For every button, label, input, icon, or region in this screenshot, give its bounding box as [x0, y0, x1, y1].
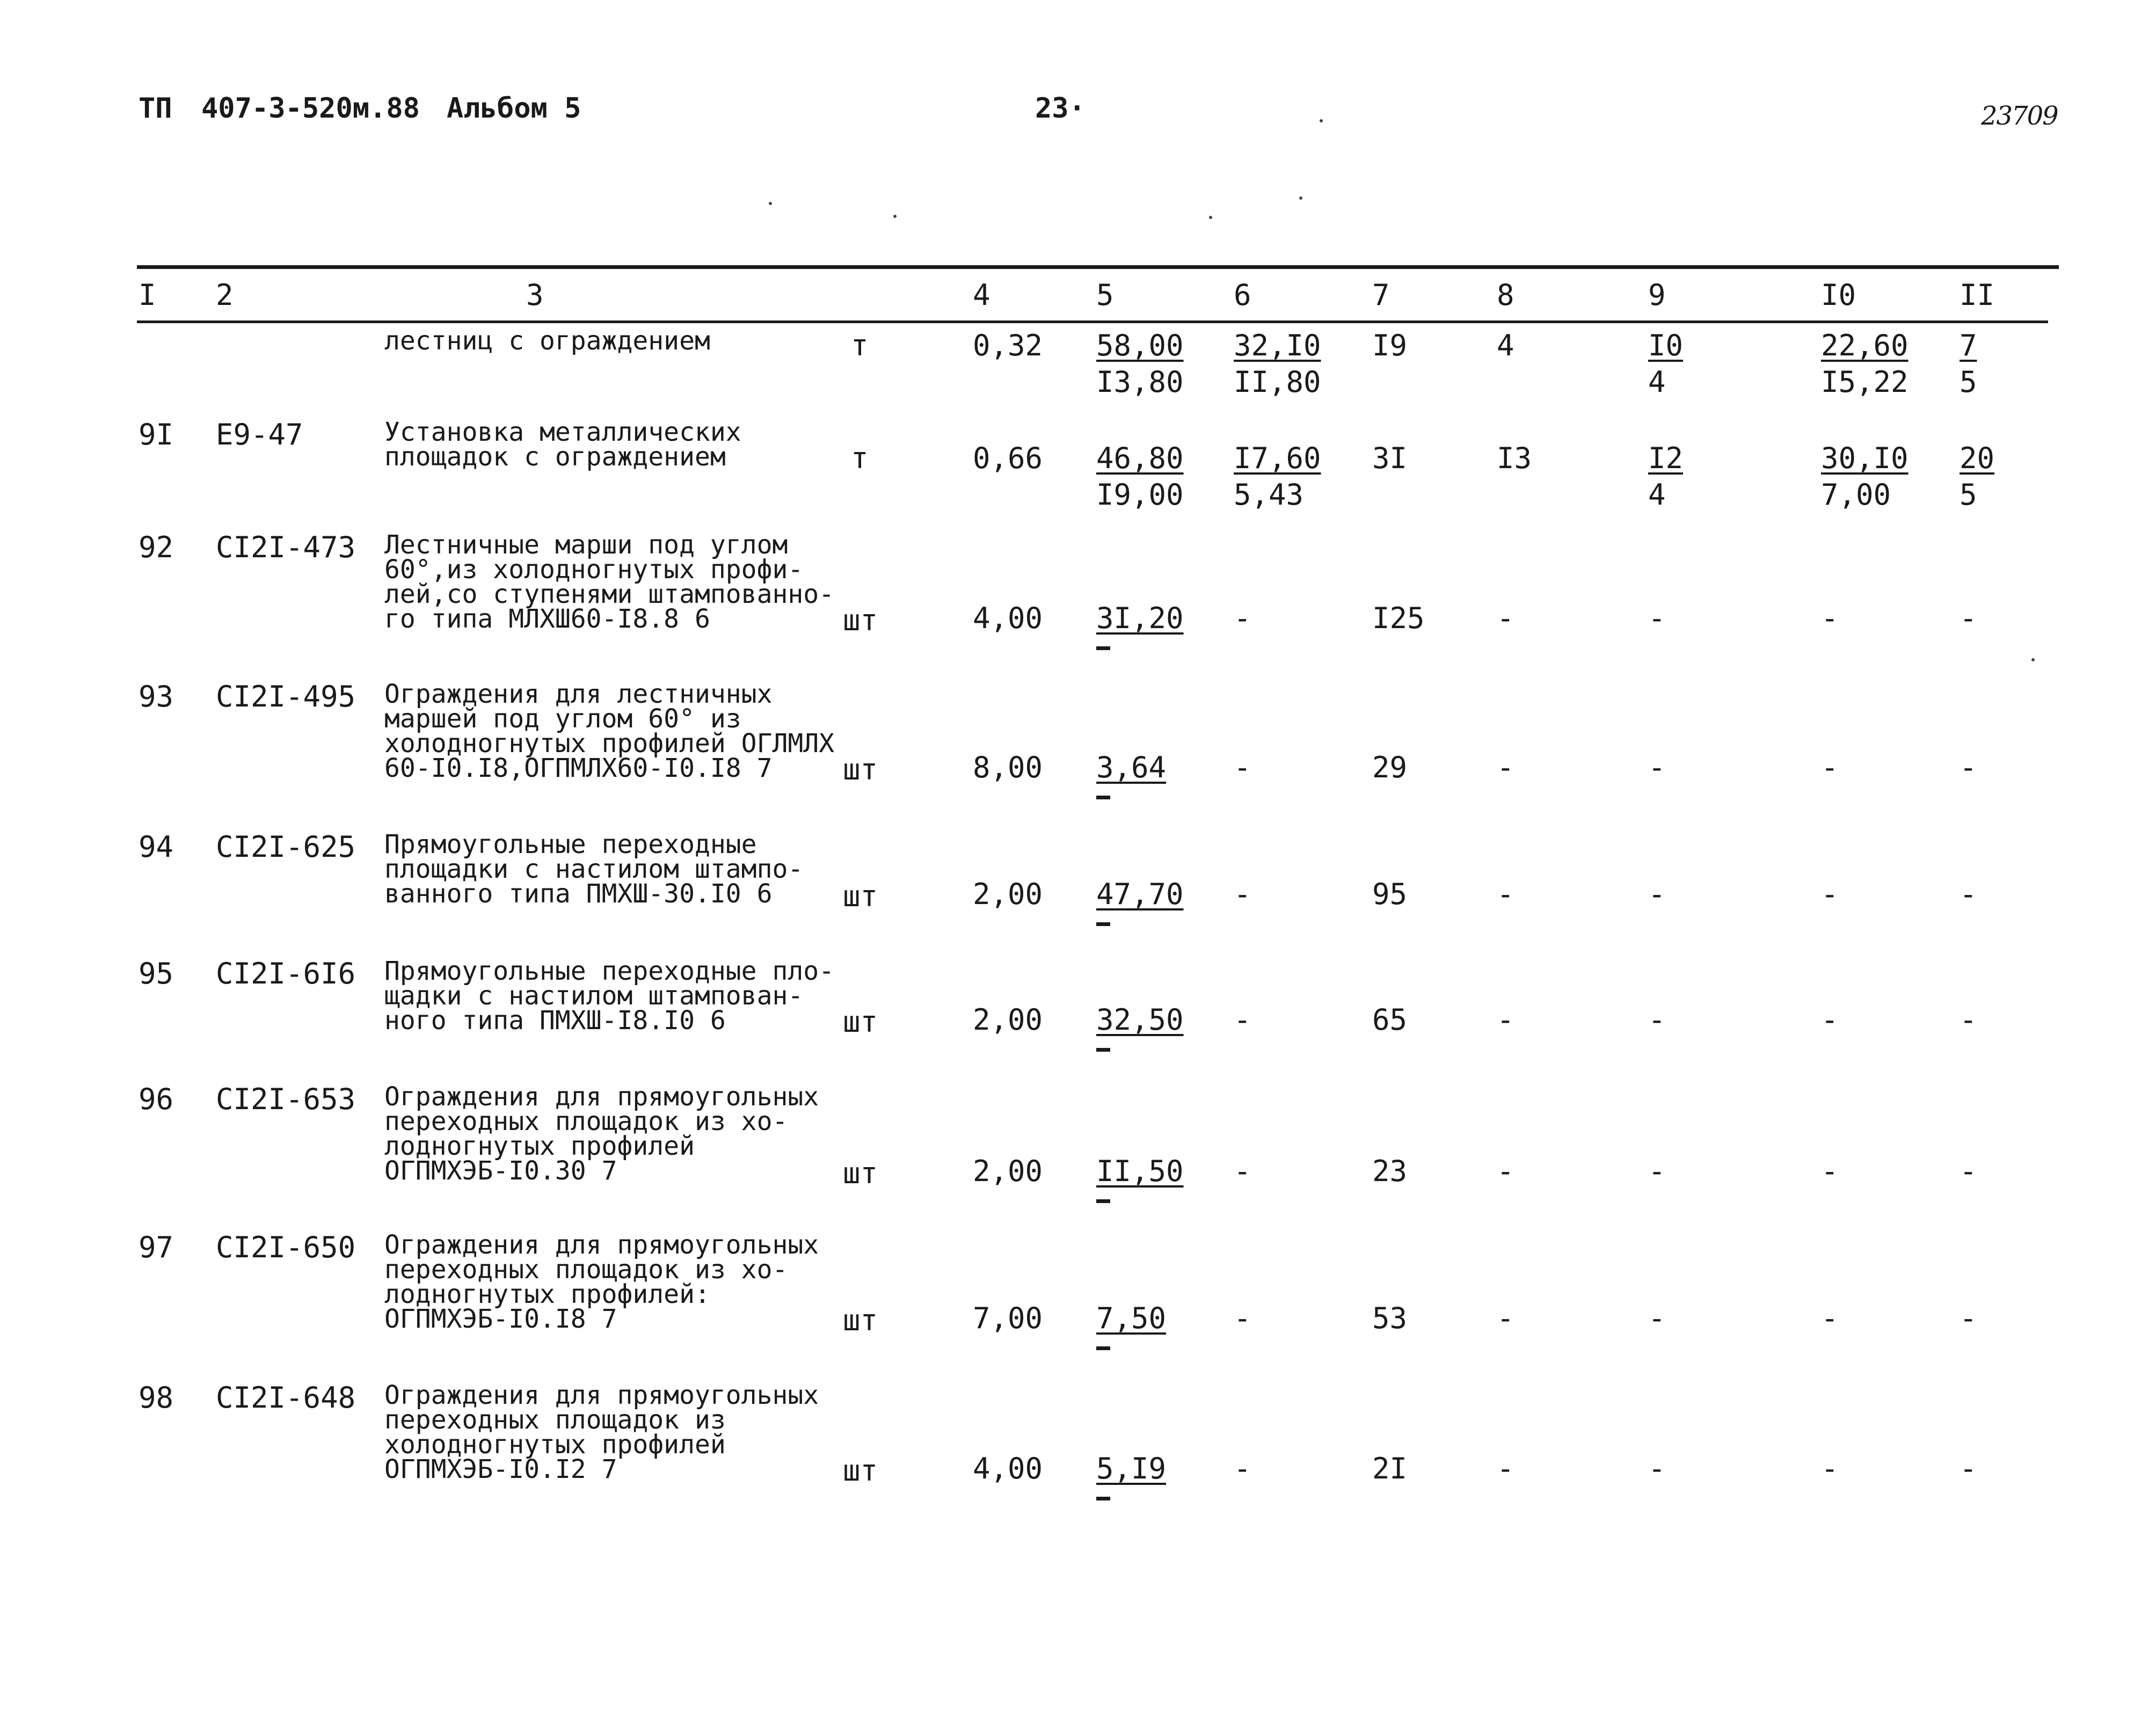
- col7-value: 95: [1372, 877, 1408, 911]
- col6-sub-value: II,80: [1234, 365, 1321, 399]
- row-number: 94: [139, 830, 174, 864]
- norm-code: Е9-47: [216, 418, 303, 451]
- col6-value: 32,I0: [1234, 329, 1321, 362]
- col11-value: 7: [1960, 329, 1977, 362]
- col8-value: -: [1497, 1301, 1514, 1335]
- col9-value: -: [1648, 1154, 1666, 1188]
- quantity: 4,00: [973, 1452, 1043, 1485]
- unit: т: [851, 329, 869, 362]
- col10-value: -: [1821, 751, 1839, 784]
- quantity: 2,00: [973, 877, 1043, 911]
- col8-value: -: [1497, 877, 1514, 911]
- col7-value: 65: [1372, 1003, 1408, 1037]
- norm-code: СI2I-653: [216, 1082, 356, 1116]
- norm-code: СI2I-495: [216, 680, 356, 713]
- underline-tick: [1096, 922, 1110, 926]
- col5-value: 3I,20: [1096, 601, 1184, 635]
- col11-value: -: [1960, 751, 1977, 784]
- header-bottom-rule: [137, 320, 2048, 323]
- col9-value: -: [1648, 751, 1666, 784]
- col5-value: 3,64: [1096, 751, 1167, 784]
- col6-value: -: [1234, 877, 1251, 911]
- column-header: 6: [1234, 278, 1251, 312]
- quantity: 7,00: [973, 1301, 1043, 1335]
- col5-value: 58,00: [1096, 329, 1184, 362]
- doc-code: ТП: [139, 92, 172, 125]
- scan-speck: [1209, 216, 1212, 219]
- col10-sub-value: I5,22: [1821, 365, 1909, 399]
- quantity: 2,00: [973, 1154, 1043, 1188]
- quantity: 2,00: [973, 1003, 1043, 1037]
- col5-value: 32,50: [1096, 1003, 1184, 1037]
- col8-value: 4: [1497, 329, 1514, 362]
- column-header: 7: [1372, 278, 1390, 312]
- col6-value: I7,60: [1234, 441, 1321, 475]
- col11-value: -: [1960, 1003, 1977, 1037]
- col11-value: -: [1960, 601, 1977, 635]
- column-header: 5: [1096, 278, 1114, 312]
- col9-value: -: [1648, 601, 1666, 635]
- col5-value: 5,I9: [1096, 1452, 1167, 1485]
- col9-value: I2: [1648, 441, 1684, 475]
- col11-sub-value: 5: [1960, 478, 1977, 512]
- work-description: Прямоугольные переходные пло- щадки с настилом штампован- ного типа ПМХШ-I8.I0 6: [384, 956, 835, 1036]
- row-number: 96: [139, 1082, 174, 1116]
- col10-sub-value: 7,00: [1821, 478, 1891, 512]
- col11-value: 20: [1960, 441, 1995, 475]
- column-header: 8: [1497, 278, 1514, 312]
- scan-speck: [893, 215, 897, 218]
- quantity: 0,32: [973, 329, 1043, 362]
- col8-value: -: [1497, 1452, 1514, 1485]
- col10-value: -: [1821, 1301, 1839, 1335]
- col6-value: -: [1234, 601, 1251, 635]
- column-header: 9: [1648, 278, 1666, 312]
- unit: шт: [843, 879, 878, 913]
- norm-code: СI2I-650: [216, 1230, 356, 1264]
- unit: шт: [843, 1005, 878, 1039]
- col7-value: I25: [1372, 601, 1425, 635]
- row-number: 9I: [139, 418, 174, 451]
- row-number: 98: [139, 1381, 174, 1415]
- col5-value: 7,50: [1096, 1301, 1167, 1335]
- norm-code: СI2I-625: [216, 830, 356, 864]
- col9-value: -: [1648, 877, 1666, 911]
- col7-value: 2I: [1372, 1452, 1408, 1485]
- col11-value: -: [1960, 1154, 1977, 1188]
- col10-value: -: [1821, 1003, 1839, 1037]
- row-number: 92: [139, 530, 174, 564]
- col6-value: -: [1234, 751, 1251, 784]
- col8-value: -: [1497, 1003, 1514, 1037]
- col9-value: -: [1648, 1003, 1666, 1037]
- col10-value: -: [1821, 877, 1839, 911]
- page-number: 23·: [1035, 92, 1086, 125]
- col11-value: -: [1960, 1452, 1977, 1485]
- column-header: I: [139, 278, 156, 312]
- underline-tick: [1096, 1048, 1110, 1052]
- row-number: 95: [139, 957, 174, 990]
- col10-value: -: [1821, 601, 1839, 635]
- col7-value: I9: [1372, 329, 1408, 362]
- work-description: лестниц с ограждением: [384, 326, 710, 356]
- col6-value: -: [1234, 1154, 1251, 1188]
- work-description: Ограждения для прямоугольных переходных площадок из хо- лодногнутых профилей ОГПМХЭБ-I0.30 7: [384, 1082, 819, 1186]
- col5-sub-value: I9,00: [1096, 478, 1184, 512]
- col10-value: 30,I0: [1821, 441, 1909, 475]
- underline-tick: [1096, 1497, 1110, 1500]
- underline-tick: [1096, 1346, 1110, 1350]
- col9-value: -: [1648, 1301, 1666, 1335]
- column-header: II: [1960, 278, 1995, 312]
- col5-value: 47,70: [1096, 877, 1184, 911]
- col6-sub-value: 5,43: [1234, 478, 1304, 512]
- quantity: 4,00: [973, 601, 1043, 635]
- underline-tick: [1096, 646, 1110, 650]
- col9-sub-value: 4: [1648, 365, 1666, 399]
- column-header: I0: [1821, 278, 1856, 312]
- work-description: Прямоугольные переходные площадки с настилом штампо- ванного типа ПМХШ-30.I0 6: [384, 829, 804, 909]
- col10-value: -: [1821, 1154, 1839, 1188]
- norm-code: СI2I-6I6: [216, 957, 356, 990]
- column-header: 4: [973, 278, 990, 312]
- col6-value: -: [1234, 1301, 1251, 1335]
- col7-value: 3I: [1372, 441, 1408, 475]
- unit: шт: [843, 1303, 878, 1337]
- column-header: 2: [216, 278, 234, 312]
- col11-sub-value: 5: [1960, 365, 1977, 399]
- album-label: Альбом 5: [447, 92, 581, 125]
- col8-value: I3: [1497, 441, 1532, 475]
- col6-value: -: [1234, 1452, 1251, 1485]
- scan-speck: [769, 202, 772, 205]
- row-number: 93: [139, 680, 174, 713]
- scan-speck: [2031, 658, 2035, 661]
- col9-value: -: [1648, 1452, 1666, 1485]
- row-number: 97: [139, 1230, 174, 1264]
- project-number: 407-3-520м.88: [201, 92, 420, 125]
- work-description: Ограждения для прямоугольных переходных площадок из хо- лодногнутых профилей: ОГПМХЭБ-I0.I8 7: [384, 1230, 819, 1334]
- col8-value: -: [1497, 751, 1514, 784]
- scan-speck: [1299, 196, 1302, 200]
- col10-value: 22,60: [1821, 329, 1909, 362]
- col9-value: I0: [1648, 329, 1684, 362]
- scan-speck: [1320, 119, 1323, 122]
- col11-value: -: [1960, 877, 1977, 911]
- work-description: Ограждения для прямоугольных переходных площадок из холодногнутых профилей ОГПМХЭБ-I0.I2 7: [384, 1380, 819, 1484]
- underline-tick: [1096, 1199, 1110, 1203]
- col7-value: 53: [1372, 1301, 1408, 1335]
- col5-value: 46,80: [1096, 441, 1184, 475]
- col6-value: -: [1234, 1003, 1251, 1037]
- col8-value: -: [1497, 1154, 1514, 1188]
- table-top-rule: [137, 265, 2059, 269]
- norm-code: СI2I-648: [216, 1381, 356, 1415]
- col5-sub-value: I3,80: [1096, 365, 1184, 399]
- col7-value: 23: [1372, 1154, 1408, 1188]
- col11-value: -: [1960, 1301, 1977, 1335]
- col5-value: II,50: [1096, 1154, 1184, 1188]
- unit: шт: [843, 753, 878, 786]
- work-description: Лестничные марши под углом 60°,из холодногнутых профи- лей,со ступенями штампованно- го типа МЛХШ60-I8.8 6: [384, 530, 835, 634]
- norm-code: СI2I-473: [216, 530, 356, 564]
- unit: шт: [843, 603, 878, 637]
- underline-tick: [1096, 796, 1110, 799]
- unit: шт: [843, 1156, 878, 1190]
- quantity: 0,66: [973, 441, 1043, 475]
- work-description: Ограждения для лестничных маршей под углом 60° из холодногнутых профилей ОГЛМЛХ 60-I0.I8,ОГПМЛХ60-I0.I8 7: [384, 679, 835, 783]
- work-description: Установка металлических площадок с ограждением: [384, 417, 741, 472]
- col8-value: -: [1497, 601, 1514, 635]
- col7-value: 29: [1372, 751, 1408, 784]
- col10-value: -: [1821, 1452, 1839, 1485]
- quantity: 8,00: [973, 751, 1043, 784]
- column-header: 3: [526, 278, 544, 312]
- unit: шт: [843, 1454, 878, 1488]
- archive-number: 23709: [1981, 101, 2058, 131]
- col9-sub-value: 4: [1648, 478, 1666, 512]
- unit: т: [851, 441, 869, 475]
